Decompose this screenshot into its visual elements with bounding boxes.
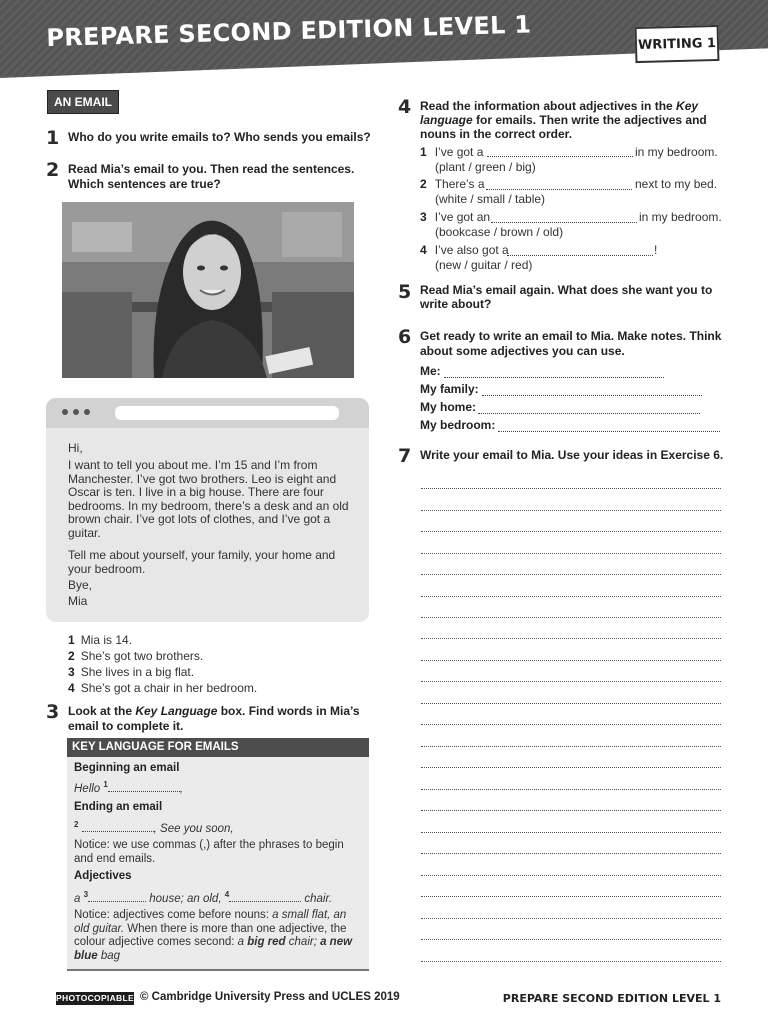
- ex4-item: [420, 243, 509, 258]
- writing-line[interactable]: [421, 553, 721, 554]
- ex4-hint: (bookcase / brown / old): [435, 225, 564, 239]
- ex4-item: [420, 210, 490, 225]
- ending-line: [74, 818, 234, 836]
- writing-line[interactable]: [421, 531, 721, 532]
- writing-line[interactable]: [421, 617, 721, 618]
- ex4-item-post: in my bedroom.: [635, 145, 718, 159]
- writing-line[interactable]: [421, 574, 721, 575]
- ex4-item-number: 1: [420, 145, 427, 159]
- exercise-4-text: Read the information about adjectives in the: [420, 99, 677, 113]
- writing-line[interactable]: [421, 875, 721, 876]
- page-title: PREPARE SECOND EDITION LEVEL 1: [46, 10, 532, 52]
- exercise-2-number: 2: [46, 159, 60, 181]
- writing-line[interactable]: [421, 746, 721, 747]
- email-name: Mia: [68, 594, 88, 608]
- email-closing-line: your bedroom.: [68, 561, 146, 576]
- window-dot-icon: [73, 409, 79, 415]
- hello-text: Hello: [74, 782, 101, 795]
- exercise-2-line-2: Which sentences are true?: [68, 177, 221, 191]
- ex4-item-number: 2: [420, 177, 427, 191]
- statement-item: [68, 680, 257, 696]
- exercise-7-text: Write your email to Mia. Use your ideas in Exercise 6.: [420, 448, 724, 462]
- section-label: AN EMAIL: [47, 90, 119, 114]
- notice-example: bag: [97, 949, 121, 962]
- key-language-title: KEY LANGUAGE FOR EMAILS: [67, 738, 369, 757]
- window-dot-icon: [84, 409, 90, 415]
- answer-gap[interactable]: [229, 892, 301, 902]
- writing-line[interactable]: [421, 939, 721, 940]
- notes-bedroom-label: My bedroom:: [420, 418, 496, 432]
- notice-line: and end emails.: [74, 852, 156, 865]
- ex4-item-text: I’ve got an: [434, 210, 491, 224]
- writing-line[interactable]: [421, 810, 721, 811]
- exercise-6-line-1: Get ready to write an email to Mia. Make notes. Think: [420, 329, 722, 343]
- ex4-item-post: next to my bed.: [635, 177, 718, 191]
- notes-me-line[interactable]: [444, 377, 664, 378]
- answer-gap[interactable]: [108, 782, 180, 792]
- notice-bold-example: big red: [247, 936, 286, 948]
- exercise-4-text: for emails. Then write the adjectives and: [472, 113, 707, 127]
- exercise-3-text: Look at the: [68, 704, 136, 718]
- ex4-hint: (plant / green / big): [435, 160, 536, 174]
- email-body-line: guitar.: [68, 525, 101, 540]
- adjectives-heading: Adjectives: [74, 870, 132, 882]
- ex4-item-post: in my bedroom.: [639, 210, 722, 224]
- house-text: house; an old,: [149, 892, 222, 905]
- email-greeting: Hi,: [68, 441, 83, 455]
- statement-text: Mia is 14.: [80, 633, 133, 647]
- notes-family-label: My family:: [420, 382, 479, 396]
- statement-text: She lives in a big flat.: [80, 665, 195, 679]
- notice-line: [74, 909, 346, 923]
- email-body-line: I want to tell you about me. I’m 15 and I’m from: [68, 458, 318, 472]
- exercise-4-line-1: [420, 99, 698, 114]
- copyright-text: © Cambridge University Press and UCLES 2019: [140, 991, 400, 1003]
- exercise-1-number: 1: [46, 127, 60, 149]
- notice-example: chair;: [285, 936, 321, 948]
- writing-line[interactable]: [421, 660, 721, 661]
- notes-bedroom-line[interactable]: [498, 431, 720, 432]
- notice-bold-example: blue: [74, 949, 98, 962]
- exercise-6-line-2: about some adjectives you can use.: [420, 344, 625, 358]
- gap-number: 3: [83, 890, 89, 899]
- ex4-item-number: 3: [420, 210, 427, 224]
- ex4-answer-gap[interactable]: [491, 222, 637, 223]
- beginning-heading: Beginning an email: [74, 762, 180, 774]
- mia-email-card: [46, 398, 369, 622]
- writing-line[interactable]: [421, 703, 721, 704]
- writing-line[interactable]: [421, 961, 721, 962]
- email-body-line: Manchester. I’ve got two brothers. Leo is eight and: [68, 471, 337, 486]
- window-dot-icon: [62, 409, 68, 415]
- writing-line[interactable]: [421, 832, 721, 833]
- exercise-7-number: 7: [398, 445, 412, 467]
- exercise-5-number: 5: [398, 281, 412, 303]
- gap-number: 1: [103, 780, 108, 789]
- ex4-answer-gap[interactable]: [507, 255, 653, 256]
- exercise-4-key: language: [420, 113, 473, 127]
- ex4-answer-gap[interactable]: [487, 156, 633, 157]
- notice-text: Notice: adjectives come before nouns:: [74, 909, 273, 921]
- notice-text: colour adjective comes second:: [74, 936, 238, 948]
- footer-series-title: PREPARE SECOND EDITION LEVEL 1: [502, 992, 721, 1005]
- notes-me-label: Me:: [420, 364, 441, 378]
- article-text: a: [74, 892, 81, 905]
- writing-line[interactable]: [421, 896, 721, 897]
- writing-line[interactable]: [421, 510, 721, 511]
- email-body-line: bedrooms. In my bedroom, there’s a desk and an old: [68, 498, 349, 513]
- writing-line[interactable]: [421, 789, 721, 790]
- exercise-1-text: Who do you write emails to? Who sends you emails?: [68, 130, 371, 144]
- exercise-3-line-2: email to complete it.: [68, 719, 184, 733]
- exercise-5-line-1: Read Mia’s email again. What does she want you to: [420, 283, 713, 297]
- notice-example: a: [237, 936, 248, 948]
- exercise-4-number: 4: [398, 96, 412, 118]
- statement-text: She’s got a chair in her bedroom.: [80, 681, 258, 695]
- key-language-box: [67, 757, 369, 971]
- statement-number: 4: [68, 681, 75, 695]
- statement-item: [68, 648, 203, 664]
- notes-home-line[interactable]: [478, 413, 700, 414]
- exercise-3-line-1: [68, 704, 360, 719]
- notice-line: [74, 936, 352, 950]
- ex4-answer-gap[interactable]: [486, 189, 632, 190]
- notice-text: When there is more than one adjective, the: [124, 922, 347, 935]
- mia-photo: [62, 202, 354, 378]
- email-closing-line: Tell me about yourself, your family, your home and: [68, 548, 336, 562]
- answer-gap[interactable]: [82, 822, 154, 832]
- email-signoff: Bye,: [68, 578, 93, 592]
- ex4-item: [420, 145, 483, 160]
- writing-line[interactable]: [421, 596, 721, 597]
- writing-line[interactable]: [421, 488, 721, 489]
- writing-line[interactable]: [421, 724, 721, 725]
- ex4-item-post: !: [654, 243, 658, 257]
- exercise-4-line-3: nouns in the correct order.: [420, 127, 573, 141]
- exercise-2-line-1: Read Mia’s email to you. Then read the sentences.: [68, 162, 355, 176]
- see-you-text: , See you soon,: [153, 822, 234, 835]
- notice-line: [74, 950, 120, 964]
- ex4-item-text: There’s a: [434, 177, 485, 191]
- writing-line[interactable]: [421, 638, 721, 639]
- chair-text: chair.: [304, 892, 333, 905]
- ex4-item-text: I’ve got a: [434, 145, 484, 159]
- statement-item: [68, 664, 194, 680]
- ex4-item-text: I’ve also got a: [434, 243, 509, 257]
- exercise-4-line-2: [420, 113, 707, 128]
- statement-number: 3: [68, 665, 75, 679]
- notice-bold-example: a new: [320, 936, 353, 948]
- exercise-5-line-2: write about?: [420, 297, 492, 311]
- photocopiable-badge: PHOTOCOPIABLE: [56, 993, 134, 1003]
- adjectives-line: [74, 888, 332, 906]
- exercise-3-number: 3: [46, 701, 60, 723]
- exercise-6-number: 6: [398, 326, 412, 348]
- ex4-hint: (new / guitar / red): [435, 258, 533, 272]
- notice-example: old guitar.: [74, 922, 125, 935]
- writing-line[interactable]: [421, 681, 721, 682]
- statement-number: 2: [68, 649, 75, 663]
- notice-line: Notice: we use commas (,) after the phrases to begin: [74, 839, 344, 851]
- statement-text: She’s got two brothers.: [80, 649, 204, 663]
- gap-number: 2: [74, 820, 79, 829]
- email-window-bar: [46, 398, 369, 428]
- notice-line: [74, 923, 347, 937]
- exercise-3-key-language: Key Language: [135, 704, 218, 718]
- notice-example: a small flat, an: [272, 909, 347, 921]
- comma: ,: [179, 782, 184, 795]
- email-body-line: brown chair. I’ve got lots of clothes, and I’ve got a: [68, 512, 331, 526]
- exercise-4-key: Key: [676, 99, 699, 113]
- exercise-3-text: box. Find words in Mia’s: [217, 704, 360, 718]
- ending-heading: Ending an email: [74, 801, 163, 813]
- statement-number: 1: [68, 633, 75, 647]
- email-address-bar: [115, 406, 339, 420]
- email-body-line: Oscar is ten. I live in a big house. There are four: [68, 485, 324, 499]
- statement-item: [68, 632, 132, 648]
- hello-line: [74, 778, 183, 796]
- writing-line[interactable]: [421, 918, 721, 919]
- notes-home-label: My home:: [420, 400, 477, 414]
- writing-line[interactable]: [421, 853, 721, 854]
- gap-number: 4: [224, 890, 230, 899]
- notes-family-line[interactable]: [482, 395, 702, 396]
- writing-line[interactable]: [421, 767, 721, 768]
- ex4-item-number: 4: [420, 243, 427, 257]
- ex4-item: [420, 177, 485, 192]
- section-tag: WRITING 1: [635, 25, 720, 63]
- ex4-hint: (white / small / table): [435, 192, 546, 206]
- answer-gap[interactable]: [88, 892, 146, 902]
